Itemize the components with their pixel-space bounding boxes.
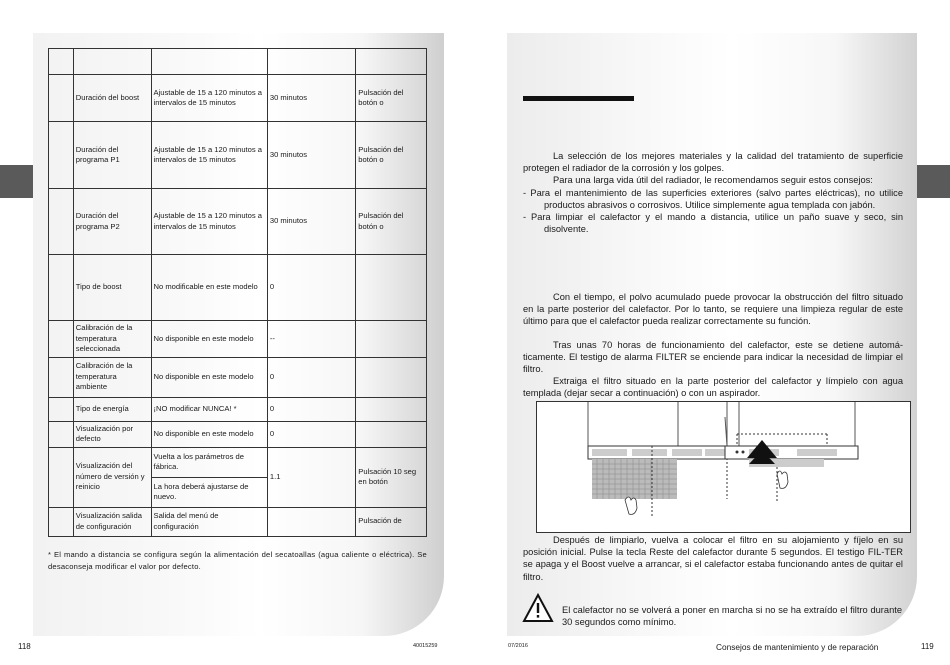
parameter-name: Duración del programa P1 <box>73 122 151 189</box>
table-footnote: * El mando a distancia se configura según la alimentación del secatoallas (agua caliente o eléctrica). Se desaconseja modificar el valor por defecto. <box>48 550 427 571</box>
filter-section <box>523 291 903 400</box>
parameter-name: Tipo de energía <box>73 397 151 421</box>
parameter-default: 1.1 <box>267 447 355 507</box>
bullet-item: - Para limpiar el calefactor y el mando a distancia, utilice un paño suave y seco, sin disolvente. <box>523 212 903 235</box>
parameter-setting: No modificable en este modelo <box>151 255 267 321</box>
paragraph: La selección de los mejores materiales y la calidad del tratamiento de superficie protegen el radiador de la corrosión y los golpes. <box>523 151 903 174</box>
parameter-setting: Vuelta a los parámetros de fábrica. <box>151 447 267 477</box>
parameter-name: Visualización salida de configuración <box>73 507 151 536</box>
parameter-name: Tipo de boost <box>73 255 151 321</box>
parameter-default <box>267 507 355 536</box>
parameter-setting: No disponible en este modelo <box>151 321 267 358</box>
table-cell <box>49 357 74 397</box>
table-row <box>49 507 427 536</box>
parameter-name: Visualización del número de versión y reinicio <box>73 447 151 507</box>
parameter-default: 30 minutos <box>267 122 355 189</box>
table-cell <box>151 49 267 75</box>
parameter-action <box>356 421 427 447</box>
table-row <box>49 421 427 447</box>
parameter-setting: Ajustable de 15 a 120 minutos a intervalos de 15 minutos <box>151 75 267 122</box>
table-cell <box>49 507 74 536</box>
parameter-action <box>356 255 427 321</box>
table-row <box>49 75 427 122</box>
table-cell <box>73 49 151 75</box>
parameter-setting: Salida del menú de configuración <box>151 507 267 536</box>
parameter-action <box>356 321 427 358</box>
parameter-setting: No disponible en este modelo <box>151 421 267 447</box>
parameter-default: 0 <box>267 421 355 447</box>
page-number-left: 118 <box>18 642 31 651</box>
table-header-row <box>49 49 427 75</box>
table-cell <box>49 122 74 189</box>
warning-text: El calefactor no se volverá a poner en marcha si no se ha extraído el filtro durante 30 segundos como mínimo. <box>562 605 902 628</box>
table-cell <box>267 49 355 75</box>
table-cell <box>49 75 74 122</box>
parameter-default: 0 <box>267 357 355 397</box>
table-cell <box>49 321 74 358</box>
parameters-table <box>48 48 427 537</box>
parameter-setting: No disponible en este modelo <box>151 357 267 397</box>
table-cell <box>49 255 74 321</box>
table-row <box>49 189 427 255</box>
parameter-setting: ¡NO modificar NUNCA! * <box>151 397 267 421</box>
parameter-name: Duración del programa P2 <box>73 189 151 255</box>
right-section-tab <box>917 165 950 198</box>
table-cell <box>49 189 74 255</box>
warning-icon <box>522 593 554 623</box>
table-row <box>49 122 427 189</box>
table-row <box>49 321 427 358</box>
care-section <box>523 150 903 235</box>
table-row <box>49 255 427 321</box>
paragraph: Para una larga vida útil del radiador, le recomendamos seguir estos consejos: <box>553 175 873 186</box>
parameter-name: Visualización por defecto <box>73 421 151 447</box>
table-row <box>49 397 427 421</box>
filter-removal-illustration <box>536 401 911 533</box>
bullet-item: - Para el mantenimiento de las superficies exteriores (salvo partes eléctricas), no utilice productos abrasivos o corrosivos. Utilice simplemente agua templada con jabón. <box>523 187 903 210</box>
after-cleaning-section <box>523 534 903 583</box>
parameter-default: -- <box>267 321 355 358</box>
parameter-action: Pulsación del botón o <box>356 75 427 122</box>
parameter-action <box>356 397 427 421</box>
publication-date: 07/2016 <box>508 643 528 649</box>
paragraph: Con el tiempo, el polvo acumulado puede provocar la obstrucción del filtro situado en la parte posterior del calefactor. Por lo tanto, se requiere una limpieza regular de este último para que el calefactor pueda realizar correctamente su función. <box>523 292 903 327</box>
footer-section-title: Consejos de mantenimiento y de reparación <box>716 642 879 652</box>
table-cell <box>49 49 74 75</box>
left-section-tab <box>0 165 33 198</box>
parameter-action: Pulsación del botón o <box>356 122 427 189</box>
document-code: 40015259 <box>413 643 438 649</box>
parameter-setting: Ajustable de 15 a 120 minutos a intervalos de 15 minutos <box>151 189 267 255</box>
parameter-default: 0 <box>267 397 355 421</box>
table-row <box>49 447 427 477</box>
table-cell <box>356 49 427 75</box>
paragraph: Tras unas 70 horas de funcionamiento del calefactor, este se detiene automá-ticamente. El testigo de alarma FILTER se enciende para indicar la necesidad de limpiar el filtro. <box>523 339 903 375</box>
table-cell <box>49 447 74 507</box>
parameter-default: 0 <box>267 255 355 321</box>
parameter-default: 30 minutos <box>267 75 355 122</box>
parameter-action: Pulsación 10 seg en botón <box>356 447 427 507</box>
page-number-right: 119 <box>921 642 934 651</box>
parameter-name: Duración del boost <box>73 75 151 122</box>
parameter-name: Calibración de la temperatura ambiente <box>73 357 151 397</box>
table-row <box>49 357 427 397</box>
parameter-name: Calibración de la temperatura seleccionada <box>73 321 151 358</box>
table-cell <box>49 421 74 447</box>
heater-filter-diagram <box>537 402 910 532</box>
paragraph: Extraiga el filtro situado en la parte posterior del calefactor y límpielo con agua templada (dejar secar a continuación) o con un aspirador. <box>523 376 903 399</box>
parameter-action: Pulsación de <box>356 507 427 536</box>
parameter-setting: Ajustable de 15 a 120 minutos a intervalos de 15 minutos <box>151 122 267 189</box>
parameter-action <box>356 357 427 397</box>
parameter-default: 30 minutos <box>267 189 355 255</box>
parameter-action: Pulsación del botón o <box>356 189 427 255</box>
section-heading-rule <box>523 96 634 101</box>
parameter-setting: La hora deberá ajustarse de nuevo. <box>151 477 267 507</box>
paragraph: Después de limpiarlo, vuelva a colocar el filtro en su alojamiento y fíjelo en su posición inicial. Pulse la tecla Reste del calefactor durante 5 segundos. El testigo FIL-TER se apaga y el Boost vuelve a arrancar, si el calefactor estaba funcionando antes de quitar el filtro. <box>523 535 903 582</box>
table-cell <box>49 397 74 421</box>
